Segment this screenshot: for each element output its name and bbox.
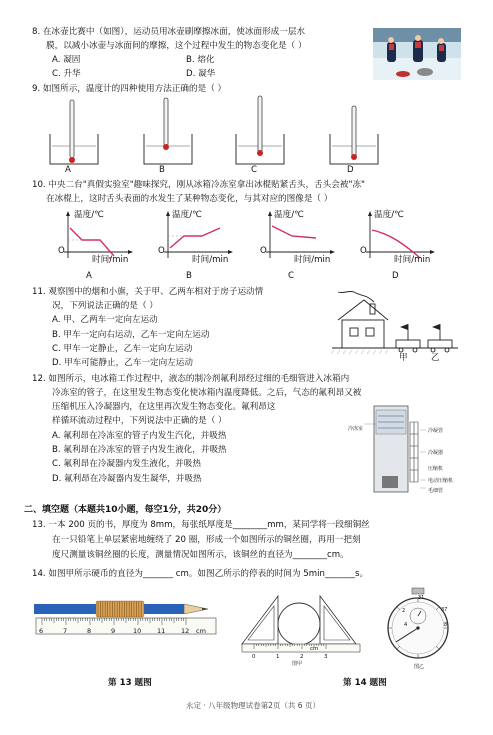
stopwatch-tick-37: 37 xyxy=(441,607,448,613)
q13-line1: 13. 一本 200 页的书，厚度为 8mm，每张纸厚度是________mm，某同学将一段细铜丝 xyxy=(32,520,370,530)
q12-line3: 压缩机压入冷凝器内，在这里再次发生物态变化。氟利昂这 xyxy=(52,402,276,412)
q10-b-ylabel: 温度/℃ xyxy=(172,210,202,220)
q10-a-xlabel: 时间/min xyxy=(92,255,129,265)
q10-c-ylabel: 温度/℃ xyxy=(274,210,304,220)
q8-option-b: B. 熔化 xyxy=(186,55,215,65)
section2-title: 二、填空题（本题共10小题，每空1分，共20分） xyxy=(24,505,227,515)
q11-line2: 况，下列说法正确的是（ ） xyxy=(52,301,158,311)
q10-a-ylabel: 温度/℃ xyxy=(74,210,104,220)
fig14-caption: 第 14 题图 xyxy=(343,678,387,688)
q8-option-a: A. 凝固 xyxy=(52,55,81,65)
page-footer: 永定 · 八年级物理试卷第2页（共 6 页） xyxy=(186,701,320,710)
q9-line1: 9. 如图所示，温度计的四种使用方法正确的是（ ） xyxy=(32,84,227,94)
q14-line1: 14. 如图甲所示硬币的直径为_______ cm。如图乙所示的停表的时间为 5min_______s。 xyxy=(32,569,369,579)
q12-option-d: D. 氟利昂在冷凝器内发生凝华，并吸热 xyxy=(52,474,202,484)
q10-a-origin: O xyxy=(58,246,65,256)
ruler-unit-cm: cm xyxy=(196,627,206,635)
ruler-tick-10: 10 xyxy=(133,627,142,635)
q10-c-xlabel: 时间/min xyxy=(294,255,331,265)
ruler-tick-9: 9 xyxy=(111,627,116,635)
q12-option-a: A. 氟利昂在冷冻室的管子内发生汽化，并吸热 xyxy=(52,431,227,441)
q12-label-condenser-pipe: 冷凝管 xyxy=(428,428,444,434)
stopwatch-tick-8: 8 xyxy=(444,622,448,628)
q11-option-a: A. 甲、乙两车一定向左运动 xyxy=(52,315,158,325)
stopwatch-tick-31: 31 xyxy=(418,595,425,601)
q12-line4: 样循环流动过程中，下列说法中正确的是（ ） xyxy=(52,416,227,426)
q8-option-c: C. 升华 xyxy=(52,69,81,79)
q10-label-c: C xyxy=(288,271,295,281)
q8-line1: 8. 在冰壶比赛中（如图），运动员用冰壶刷摩擦冰面，使冰面形成一层水 xyxy=(32,27,306,37)
q10-b-origin: O xyxy=(158,246,165,256)
q9-label-b: B xyxy=(159,165,165,175)
fig13-caption: 第 13 题图 xyxy=(108,678,152,688)
caliper-tick-2: 2 xyxy=(300,654,304,660)
q10-d-origin: O xyxy=(360,246,367,256)
ruler-tick-7: 7 xyxy=(63,627,68,635)
q8-line2: 膜，以减小冰壶与冰面间的摩擦，这个过程中发生的物态变化是（ ） xyxy=(46,41,307,51)
curling-photo xyxy=(373,28,461,80)
q9-label-a: A xyxy=(65,165,71,175)
house-and-cars-figure xyxy=(330,290,460,362)
q12-option-b: B. 氟利昂在冷冻室的管子内发生液化，并吸热 xyxy=(52,445,227,455)
thermometer-figure xyxy=(40,94,380,176)
fig-caption-yi: 图乙 xyxy=(414,664,425,670)
q10-label-b: B xyxy=(186,271,192,281)
q11-line1: 11. 观察图中的烟和小旗，关于甲、乙两车相对于房子运动情 xyxy=(32,287,264,297)
q11-option-b: B. 甲车一定向右运动，乙车一定向左运动 xyxy=(52,330,210,340)
q9-label-c: C xyxy=(251,165,258,175)
caliper-tick-1: 1 xyxy=(276,654,280,660)
pencil-coil-ruler-figure xyxy=(32,596,222,646)
caliper-tick-0: 0 xyxy=(252,654,256,660)
caliper-tick-3: 3 xyxy=(324,654,328,660)
q12-label-condenser: 冷凝器 xyxy=(428,450,444,456)
q10-c-origin: O xyxy=(260,246,267,256)
coin-triangles-figure xyxy=(238,592,363,660)
q12-line2: 冷冻室的管子，在这里发生物态变化使冰箱内温度降低。之后，气态的氟利昂又被 xyxy=(52,388,362,398)
q10-b-xlabel: 时间/min xyxy=(192,255,229,265)
ruler-tick-12: 12 xyxy=(181,627,190,635)
q12-label-motor-compressor: 电动压缩机 xyxy=(428,478,454,484)
caliper-unit: cm xyxy=(310,646,319,652)
q9-label-d: D xyxy=(347,165,354,175)
ruler-tick-6: 6 xyxy=(39,627,44,635)
q12-label-freezer: 冷冻室 xyxy=(348,426,364,432)
q11-car-jia: 甲 xyxy=(399,353,408,363)
q12-label-compressor: 压缩机 xyxy=(428,466,444,472)
q10-line2: 在冰棍上，这时舌头表面的水发生了某种物态变化，与其对应的图像是（ ） xyxy=(46,194,333,204)
q11-option-c: C. 甲车一定静止，乙车一定向左运动 xyxy=(52,344,193,354)
q10-line1: 10. 中央二台"真假实验室"趣味探究，刚从冰箱冷冻室拿出冰棍贴紧舌头，舌头会被"冻" xyxy=(32,180,365,190)
q13-line3: 度尺测量该铜丝圈的长度，测量情况如图所示，该铜丝的直径为________cm。 xyxy=(52,550,349,560)
q11-option-d: D. 甲车可能静止，乙车一定向左运动 xyxy=(52,358,193,368)
q12-line1: 12. 如图所示，电冰箱工作过程中，液态的制冷剂氟利昂经过细的毛细管进入冰箱内 xyxy=(32,374,350,384)
ruler-tick-8: 8 xyxy=(87,627,92,635)
fig-caption-jia: 图甲 xyxy=(292,661,303,667)
q10-label-d: D xyxy=(392,271,399,281)
q10-d-ylabel: 温度/℃ xyxy=(374,210,404,220)
q12-option-c: C. 氟利昂在冷凝器内发生液化，并吸热 xyxy=(52,459,201,469)
stopwatch-tick-4: 4 xyxy=(404,622,408,628)
ruler-tick-11: 11 xyxy=(157,627,166,635)
stopwatch-tick-2: 2 xyxy=(402,608,406,614)
q10-label-a: A xyxy=(86,271,92,281)
q13-line2: 在一只铅笔上单层紧密地缠绕了 20 圈，形成一个如图所示的铜丝圈，再用一把刻 xyxy=(52,535,361,545)
q8-option-d: D. 凝华 xyxy=(186,69,216,79)
q12-label-capillary: 毛细管 xyxy=(428,488,444,494)
q11-car-yi: 乙 xyxy=(431,353,440,363)
q10-d-xlabel: 时间/min xyxy=(394,255,431,265)
